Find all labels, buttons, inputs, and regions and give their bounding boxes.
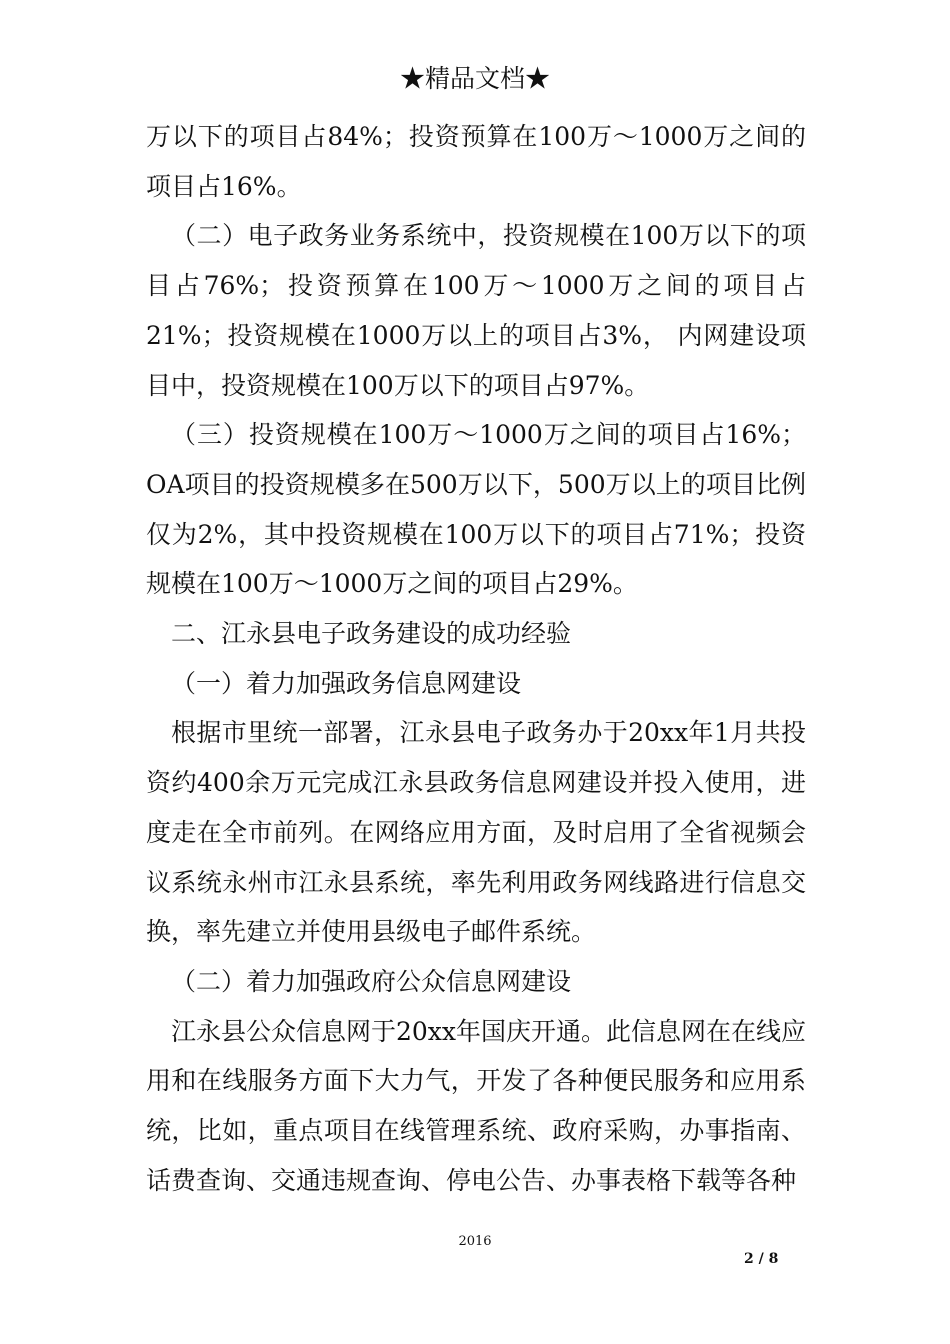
paragraph-section-2: （二）电子政务业务系统中，投资规模在100万以下的项目占76%；投资预算在100万～1000万之间的项目占21%；投资规模在1000万以上的项目占3%， 内网建设项目中，投资规模在100万以下的项目占97%。 (146, 221, 806, 400)
paragraph-gov-info-network: 根据市里统一部署，江永县电子政务办于20xx年1月共投资约400余万元完成江永县政务信息网建设并投入使用，进度走在全市前列。在网络应用方面，及时启用了全省视频会议系统永州市江永县系统，率先利用政务网线路进行信息交换，率先建立并使用县级电子邮件系统。 (146, 718, 806, 947)
heading-success-experience: 二、江永县电子政务建设的成功经验 (171, 619, 572, 649)
document-header-title: ★精品文档★ (399, 64, 550, 93)
paragraph-public-info-network: 江永县公众信息网于20xx年国庆开通。此信息网在在线应用和在线服务方面下大力气，开发了各种便民服务和应用系统，比如，重点项目在线管理系统、政府采购，办事指南、话费查询、交通违规查询、停电公告、办事表格下载等各种 (146, 1016, 807, 1195)
heading-public-info-network: （二）着力加强政府公众信息网建设 (171, 966, 572, 996)
page-number: 2 / 8 (744, 1251, 779, 1267)
footer-year: 2016 (458, 1234, 492, 1249)
document-body (146, 112, 806, 1205)
paragraph-section-3: （三）投资规模在100万～1000万之间的项目占16%；OA项目的投资规模多在500万以下，500万以上的项目比例仅为2%，其中投资规模在100万以下的项目占71%；投资规模在100万～1000万之间的项目占29%。 (146, 420, 806, 599)
heading-gov-info-network: （一）着力加强政务信息网建设 (171, 668, 522, 698)
paragraph-continuation: 万以下的项目占84%；投资预算在100万～1000万之间的项目占16%。 (146, 122, 806, 201)
